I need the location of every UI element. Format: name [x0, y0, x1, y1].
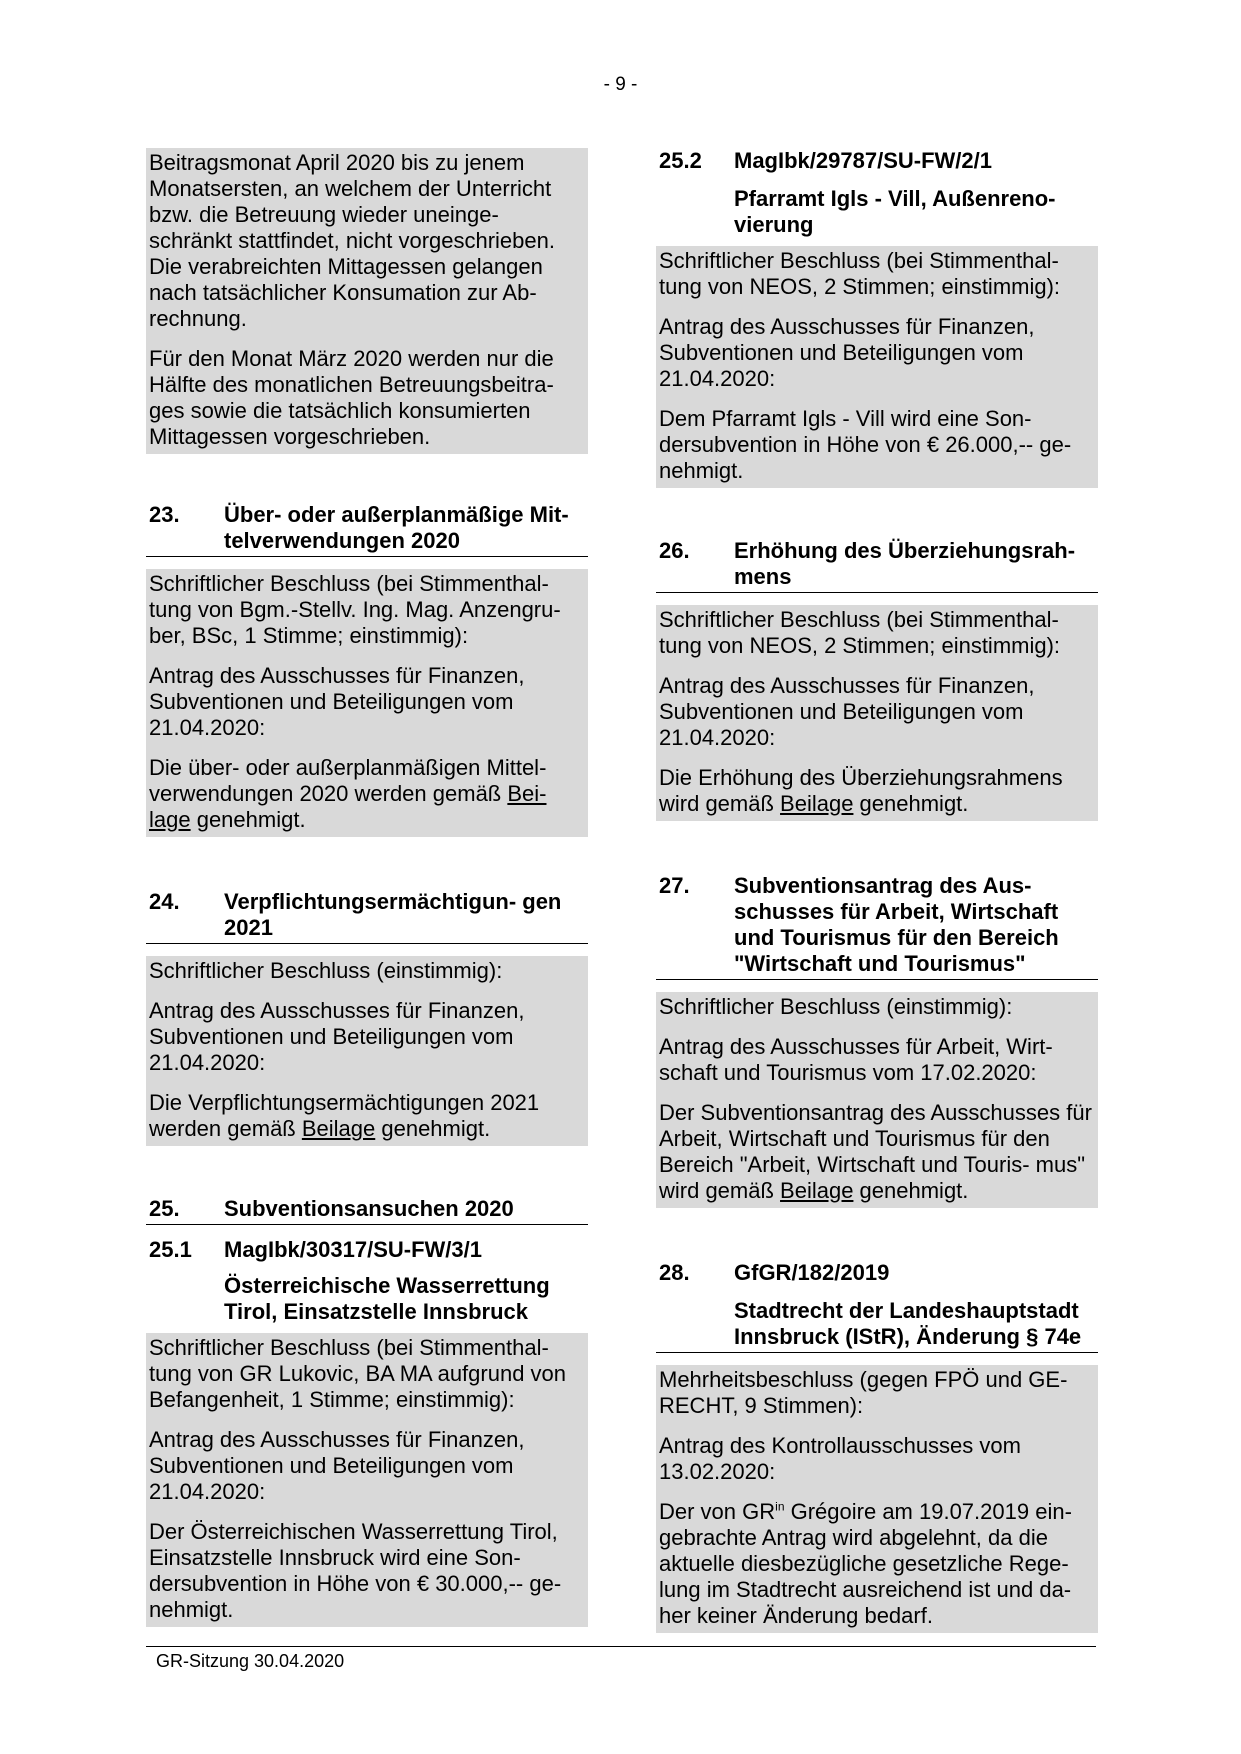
- section-25-2-motion: Antrag des Ausschusses für Finanzen, Subventionen und Beteiligungen vom 21.04.2020:: [659, 314, 1035, 391]
- section-25-1-reference: MagIbk/30317/SU-FW/3/1: [224, 1237, 482, 1262]
- section-25-1-decision: Der Österreichischen Wasserrettung Tirol, Einsatzstelle Innsbruck wird eine Son- dersubvention in Höhe von € 30.000,-- ge- nehmigt.: [149, 1519, 562, 1622]
- section-26-attachment-link[interactable]: Beilage: [780, 791, 854, 816]
- section-25-1-resolution: Schriftlicher Beschluss (bei Stimmenthal- tung von GR Lukovic, BA MA aufgrund von Befangenheit, 1 Stimme; einstimmig):: [149, 1335, 567, 1412]
- section-28-decision: Der von $GR^{in}$ Grégoire am 19.07.2019 ein- gebrachte Antrag wird abgelehnt, da die aktuelle diesbezügliche gesetzliche Rege- lung im Stadtrecht ausreichend ist und da- her keiner Änderung bedarf.: [659, 1499, 1072, 1628]
- section-26-number: 26.: [659, 538, 690, 563]
- section-24-heading: [146, 889, 588, 944]
- section-25-2-decision: Dem Pfarramt Igls - Vill wird eine Son- dersubvention in Höhe von € 26.000,-- ge- nehmigt.: [659, 406, 1072, 483]
- section-25-1-number: 25.1: [149, 1237, 192, 1262]
- section-26: [656, 538, 1098, 821]
- section-23-title: Über- oder außerplanmäßige Mit- telverwendungen 2020: [224, 502, 569, 553]
- section-27-resolution: Schriftlicher Beschluss (einstimmig):: [659, 994, 1013, 1019]
- section-25-2-ref-row: [656, 148, 1098, 174]
- section-27-attachment-link[interactable]: Beilage: [780, 1178, 854, 1203]
- section-25-1-title-row: [146, 1273, 588, 1325]
- section-25-1-ref-row: [146, 1237, 588, 1263]
- section-27-title: Subventionsantrag des Aus- schusses für Arbeit, Wirtschaft und Tourismus für den Bereich "Wirtschaft und Tourismus": [734, 873, 1059, 976]
- footer-text: GR-Sitzung 30.04.2020: [156, 1651, 345, 1671]
- section-26-box: [656, 605, 1098, 821]
- section-25-1-motion: Antrag des Ausschusses für Finanzen, Subventionen und Beteiligungen vom 21.04.2020:: [149, 1427, 525, 1504]
- section-23: [146, 502, 588, 837]
- section-28-reference: GfGR/182/2019: [734, 1260, 890, 1285]
- intro-box: [146, 148, 588, 454]
- section-27: [656, 873, 1098, 1208]
- section-24: [146, 889, 588, 1146]
- section-23-resolution: Schriftlicher Beschluss (bei Stimmenthal- tung von Bgm.-Stellv. Ing. Mag. Anzengru- ber, BSc, 1 Stimme; einstimmig):: [149, 571, 561, 648]
- section-28-superscript: in: [775, 1499, 785, 1514]
- section-25-title: Subventionsansuchen 2020: [224, 1196, 514, 1221]
- section-25-heading: [146, 1196, 588, 1225]
- section-28-title-row: [656, 1298, 1098, 1353]
- section-25-2-resolution: Schriftlicher Beschluss (bei Stimmenthal- tung von NEOS, 2 Stimmen; einstimmig):: [659, 248, 1061, 299]
- section-25-2-reference: MagIbk/29787/SU-FW/2/1: [734, 148, 992, 173]
- section-25-number: 25.: [149, 1196, 180, 1221]
- section-28-motion: Antrag des Kontrollausschusses vom 13.02.2020:: [659, 1433, 1021, 1484]
- section-23-attachment-link[interactable]: Bei- lage: [149, 781, 547, 832]
- section-25-2-box: [656, 246, 1098, 488]
- intro-paragraph-2: Für den Monat März 2020 werden nur die Hälfte des monatlichen Betreuungsbeitra- ges sowie die tatsächlich konsumierten Mittagessen vorgeschrieben.: [149, 346, 554, 449]
- section-26-decision: Die Erhöhung des Überziehungsrahmens wird gemäß Beilage genehmigt.: [659, 765, 1063, 816]
- section-27-decision: Der Subventionsantrag des Ausschusses für Arbeit, Wirtschaft und Tourismus für den Bereich "Arbeit, Wirtschaft und Touris- mus" wird gemäß Beilage genehmigt.: [659, 1100, 1092, 1203]
- section-25-1-title: Österreichische Wasserrettung Tirol, Einsatzstelle Innsbruck: [224, 1273, 550, 1324]
- section-28: [656, 1260, 1098, 1633]
- section-23-decision: Die über- oder außerplanmäßigen Mittel- verwendungen 2020 werden gemäß Bei- lage genehmigt.: [149, 755, 547, 832]
- section-27-motion: Antrag des Ausschusses für Arbeit, Wirt- schaft und Tourismus vom 17.02.2020:: [659, 1034, 1053, 1085]
- page-number: - 9 -: [603, 74, 638, 95]
- section-24-title: Verpflichtungsermächtigun- gen 2021: [224, 889, 562, 940]
- left-column: [146, 148, 588, 1627]
- section-24-motion: Antrag des Ausschusses für Finanzen, Subventionen und Beteiligungen vom 21.04.2020:: [149, 998, 525, 1075]
- section-23-motion: Antrag des Ausschusses für Finanzen, Subventionen und Beteiligungen vom 21.04.2020:: [149, 663, 525, 740]
- section-24-decision: Die Verpflichtungsermächtigungen 2021 werden gemäß Beilage genehmigt.: [149, 1090, 540, 1141]
- section-26-motion: Antrag des Ausschusses für Finanzen, Subventionen und Beteiligungen vom 21.04.2020:: [659, 673, 1035, 750]
- intro-paragraph-1: Beitragsmonat April 2020 bis zu jenem Monatsersten, an welchem der Unterricht bzw. die Betreuung wieder uneinge- schränkt stattfindet, nicht vorgeschrieben. Die verabreichten Mittagessen gelangen nach tatsächlicher Konsumation zur Ab- rechnung.: [149, 150, 555, 331]
- section-26-resolution: Schriftlicher Beschluss (bei Stimmenthal- tung von NEOS, 2 Stimmen; einstimmig):: [659, 607, 1061, 658]
- section-25-2-number: 25.2: [659, 148, 702, 173]
- section-25-2: [656, 148, 1098, 488]
- section-28-box: [656, 1365, 1098, 1633]
- section-25: [146, 1196, 588, 1627]
- section-24-number: 24.: [149, 889, 180, 914]
- section-28-title: Stadtrecht der Landeshauptstadt Innsbruck (IStR), Änderung § 74e: [734, 1298, 1082, 1349]
- section-27-number: 27.: [659, 873, 690, 898]
- section-27-box: [656, 992, 1098, 1208]
- section-27-heading: [656, 873, 1098, 980]
- section-26-heading: [656, 538, 1098, 593]
- section-23-box: [146, 569, 588, 837]
- section-24-attachment-link[interactable]: Beilage: [301, 1116, 376, 1141]
- section-24-resolution: Schriftlicher Beschluss (einstimmig):: [149, 958, 503, 983]
- section-28-resolution: Mehrheitsbeschluss (gegen FPÖ und GE- RECHT, 9 Stimmen):: [659, 1367, 1068, 1418]
- section-23-number: 23.: [149, 502, 180, 527]
- section-25-2-title-row: [656, 186, 1098, 238]
- section-25-1-box: [146, 1333, 588, 1627]
- section-25-2-title: Pfarramt Igls - Vill, Außenreno- vierung: [734, 186, 1056, 237]
- section-26-title: Erhöhung des Überziehungsrah- mens: [734, 538, 1076, 589]
- section-28-ref-row: [656, 1260, 1098, 1286]
- footer-rule: [146, 1646, 1096, 1647]
- section-28-number: 28.: [659, 1260, 690, 1285]
- section-24-box: [146, 956, 588, 1146]
- section-23-heading: [146, 502, 588, 557]
- right-column: [656, 148, 1098, 1633]
